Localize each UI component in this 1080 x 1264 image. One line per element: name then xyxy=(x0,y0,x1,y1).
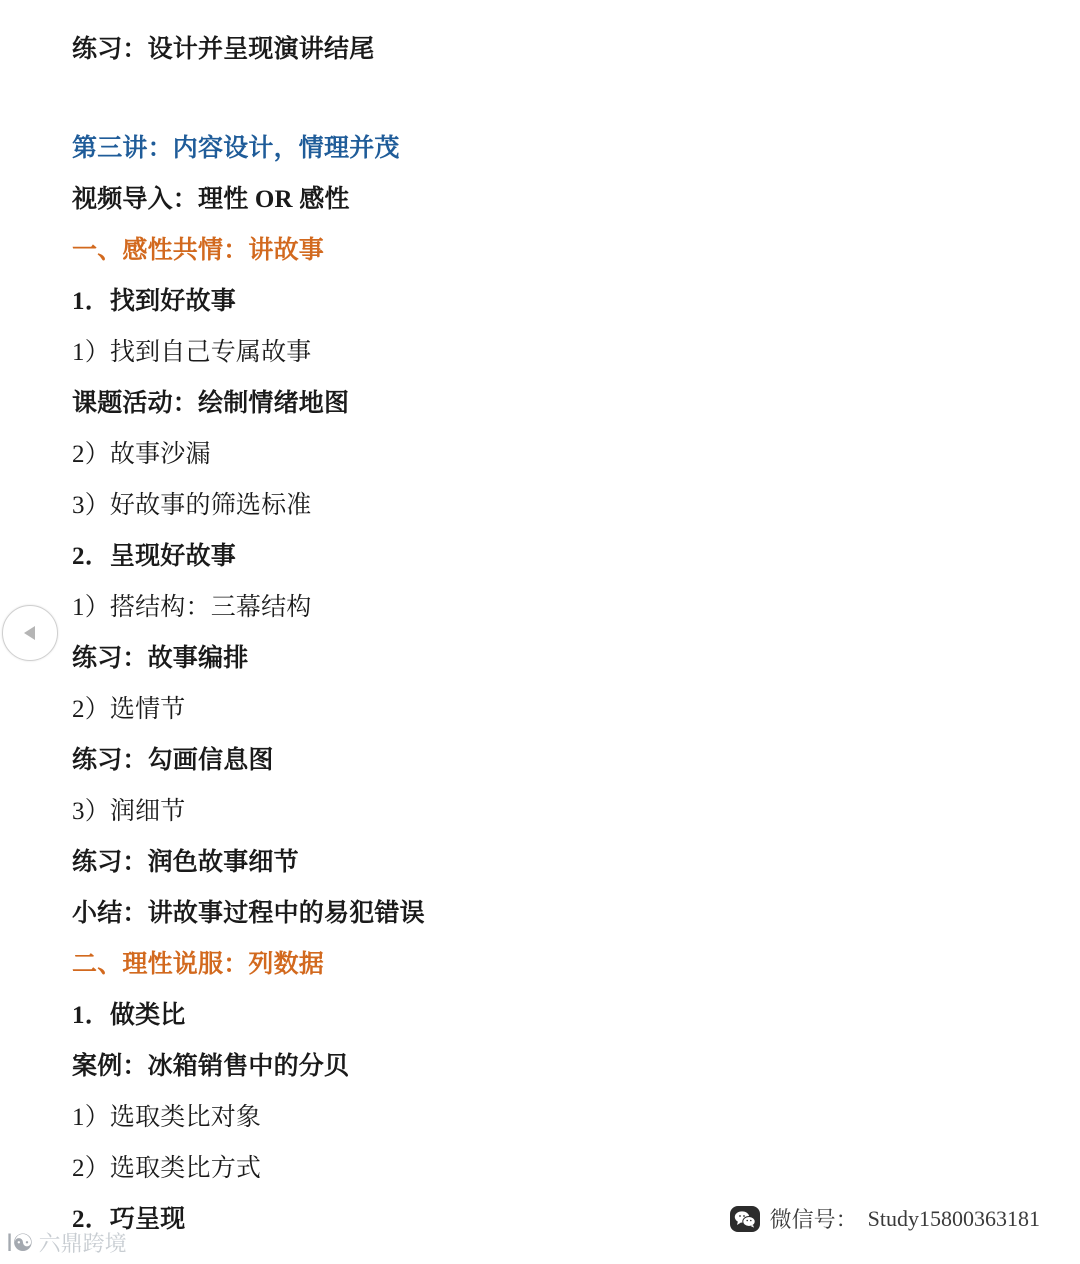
doc-line-item-2: 2．呈现好故事 xyxy=(72,543,236,570)
wechat-label: 微信号： xyxy=(769,1207,858,1232)
doc-line-item-2-1: 1）搭结构：三幕结构 xyxy=(72,594,312,621)
doc-line-practice-polish-detail: 练习：润色故事细节 xyxy=(72,849,299,876)
doc-line-activity-emotion-map: 课题活动：绘制情绪地图 xyxy=(72,390,350,417)
doc-line-case-fridge-decibel: 案例：冰箱销售中的分贝 xyxy=(72,1053,350,1080)
watermark-label: 六鼎跨境 xyxy=(38,1231,127,1256)
doc-line-item-2-2: 2）选情节 xyxy=(72,696,186,723)
doc-line-item2-1: 1．做类比 xyxy=(72,1002,186,1029)
doc-line-video-intro: 视频导入：理性 OR 感性 xyxy=(72,186,350,213)
doc-line-summary-story-mistakes: 小结：讲故事过程中的易犯错误 xyxy=(72,900,425,927)
site-watermark xyxy=(6,1227,127,1258)
wechat-id: Study15800363181 xyxy=(867,1205,1040,1231)
doc-line-item2-1-1: 1）选取类比对象 xyxy=(72,1104,262,1131)
doc-line-item2-1-2: 2）选取类比方式 xyxy=(72,1155,262,1182)
doc-line-practice-story-arrange: 练习：故事编排 xyxy=(72,645,249,672)
doc-line-item-1-1: 1）找到自己专属故事 xyxy=(72,339,312,366)
chevron-left-icon xyxy=(21,623,39,643)
previous-page-button[interactable] xyxy=(2,605,58,661)
doc-line-item2-2: 2．巧呈现 xyxy=(72,1206,186,1233)
doc-line-item-1-2: 2）故事沙漏 xyxy=(72,441,211,468)
doc-line-item-2-3: 3）润细节 xyxy=(72,798,186,825)
watermark-logo-icon: Ⅰ☯ xyxy=(6,1228,33,1257)
doc-heading-section-two: 二、理性说服：列数据 xyxy=(72,951,325,978)
wechat-account-line xyxy=(730,1203,1040,1234)
doc-line-item-1-3: 3）好故事的筛选标准 xyxy=(72,492,312,519)
doc-heading-section-one: 一、感性共情：讲故事 xyxy=(72,237,325,264)
wechat-icon xyxy=(730,1206,760,1232)
document-content xyxy=(72,0,1032,1245)
doc-line-practice-ending: 练习：设计并呈现演讲结尾 xyxy=(72,36,375,63)
doc-heading-lecture3: 第三讲：内容设计，情理并茂 xyxy=(72,135,400,162)
doc-line-practice-infographic: 练习：勾画信息图 xyxy=(72,747,274,774)
doc-line-item-1: 1．找到好故事 xyxy=(72,288,236,315)
